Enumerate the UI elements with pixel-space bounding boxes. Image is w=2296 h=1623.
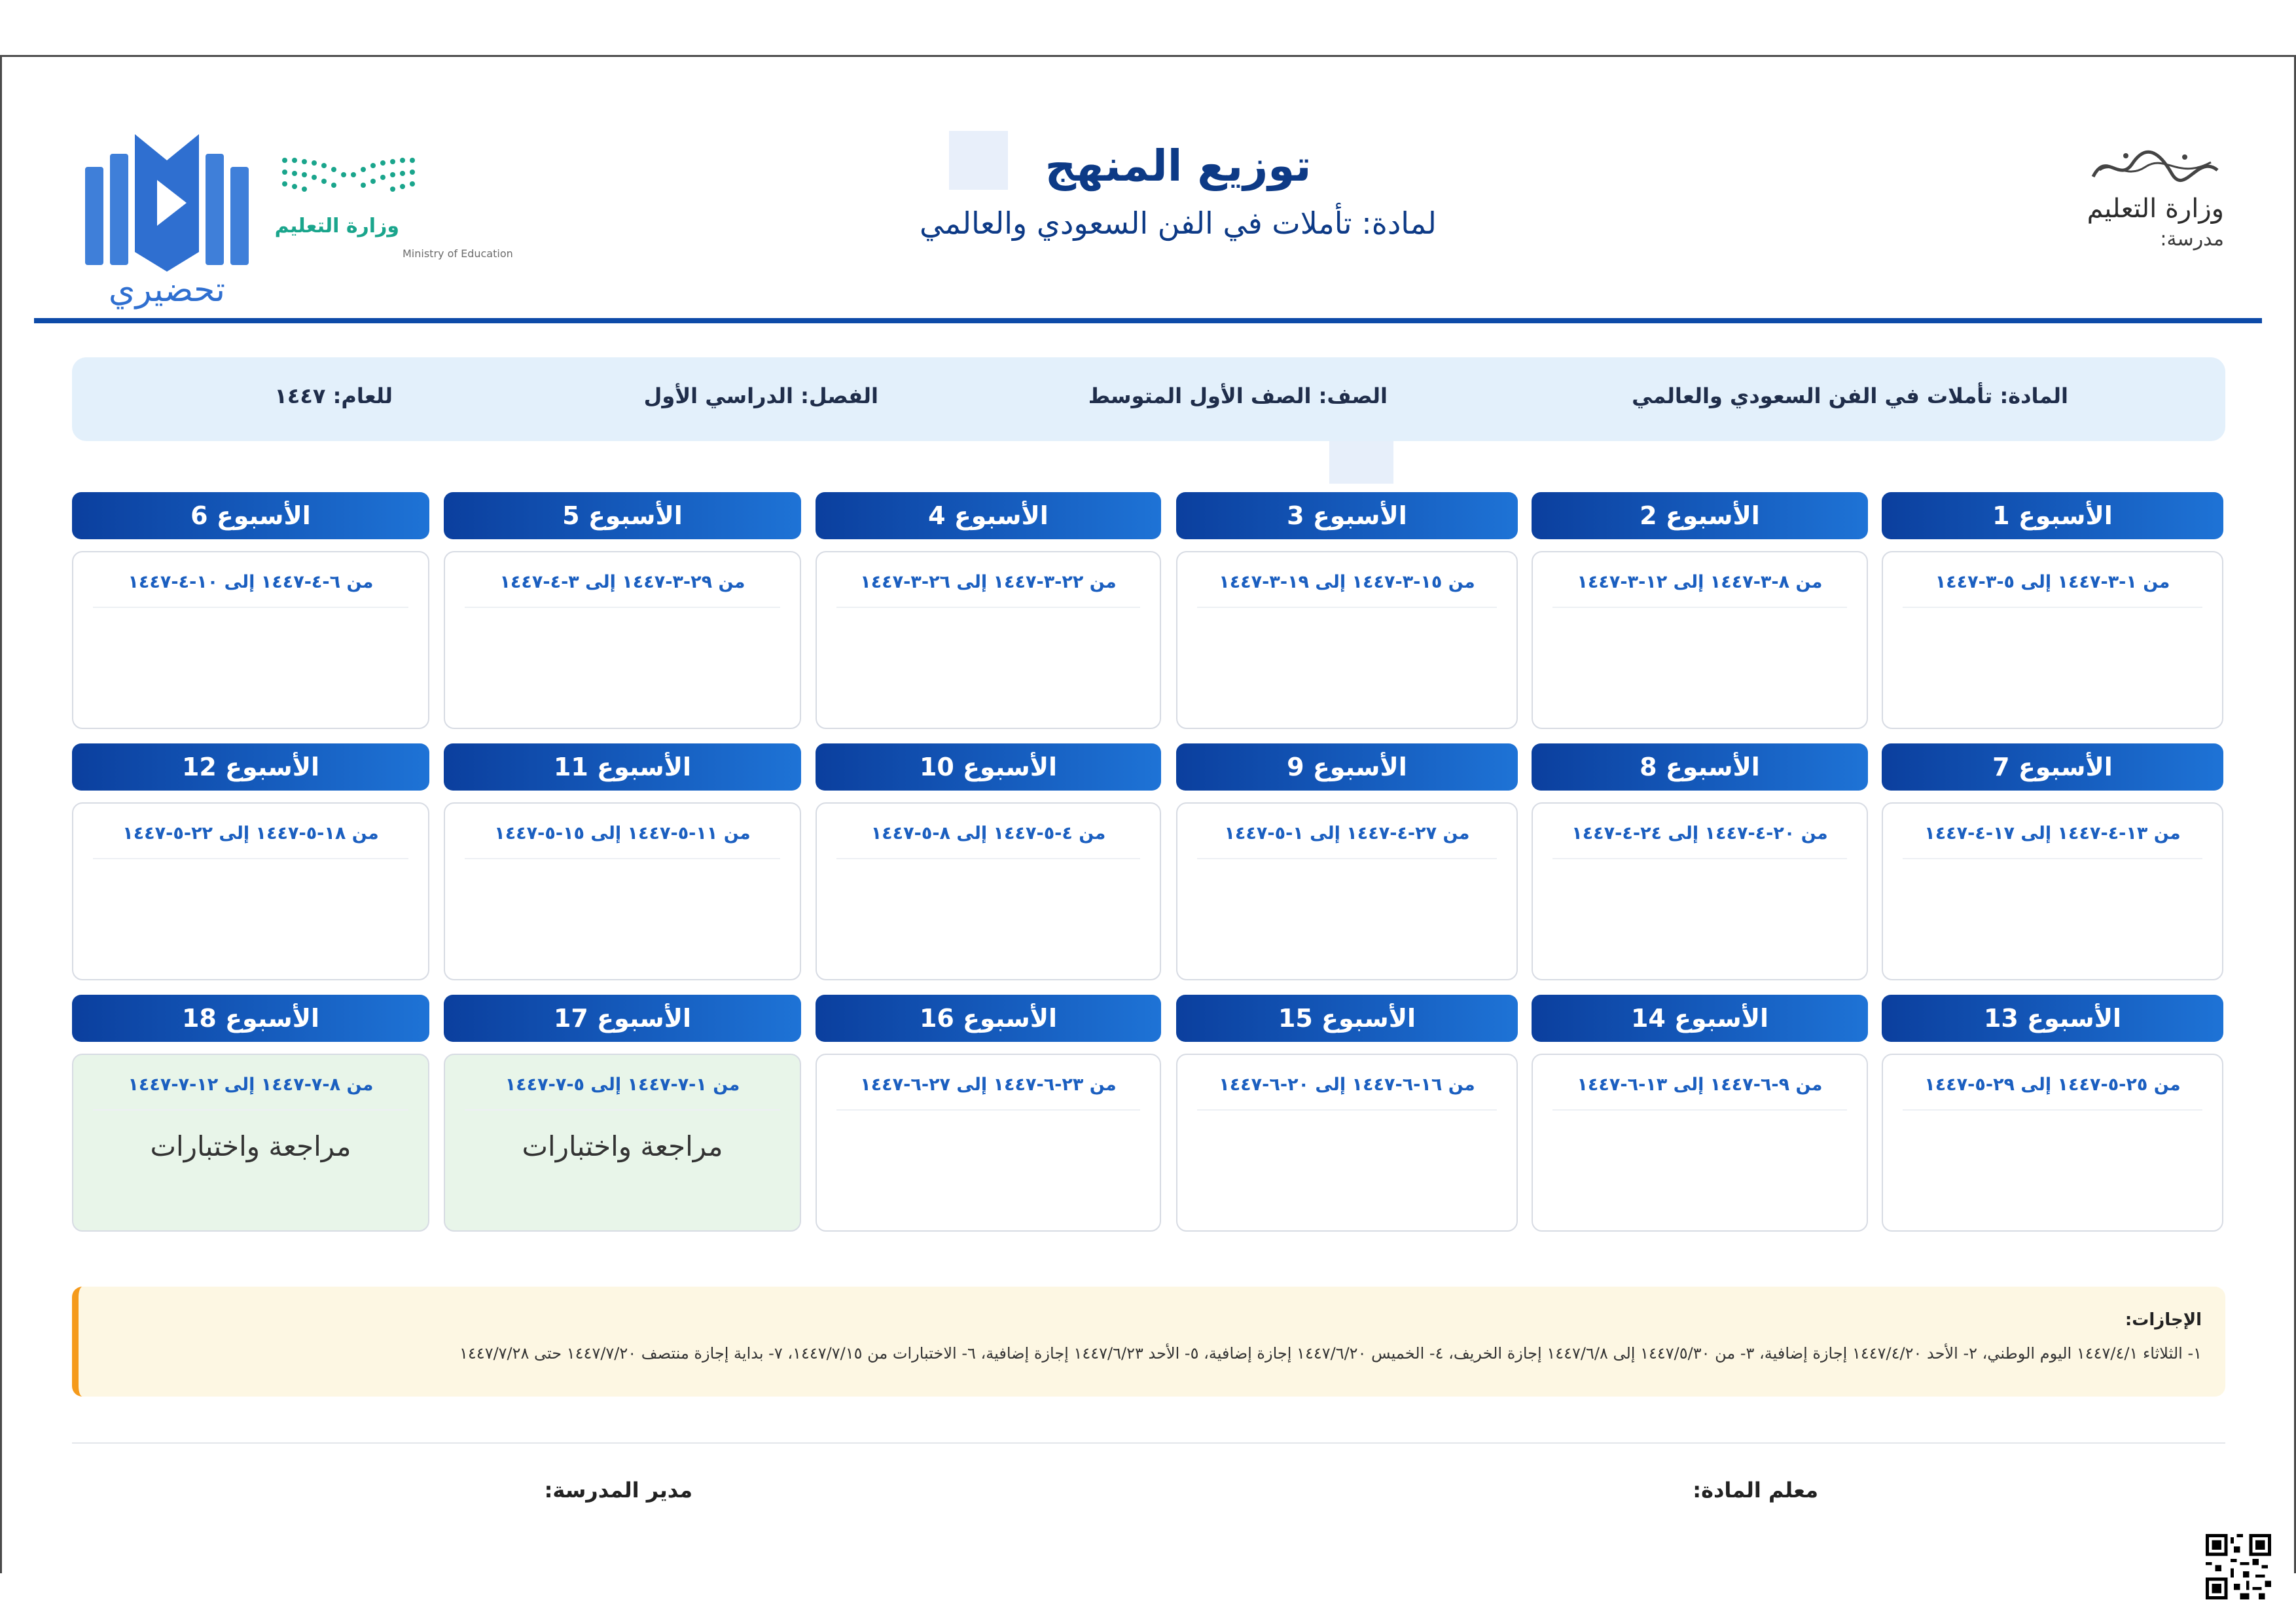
week-body	[72, 551, 429, 729]
week-card	[1176, 743, 1518, 980]
week-dates: من ٢٢-٣-١٤٤٧ إلى ٢٦-٣-١٤٤٧	[836, 552, 1140, 608]
week-card	[816, 743, 1161, 980]
moe-logo	[274, 141, 513, 272]
holidays-title: الإجازات:	[2125, 1310, 2202, 1330]
svg-text:تحضيري: تحضيري	[108, 270, 226, 310]
week-body	[72, 802, 429, 980]
week-title: الأسبوع 2	[1532, 492, 1868, 539]
week-dates: من ٤-٥-١٤٤٧ إلى ٨-٥-١٤٤٧	[836, 804, 1140, 859]
header-divider	[34, 318, 2262, 323]
week-title: الأسبوع 3	[1176, 492, 1518, 539]
week-body	[816, 1054, 1161, 1232]
week-title: الأسبوع 15	[1176, 995, 1518, 1042]
kingdom-calligraphy-logo	[2087, 144, 2224, 190]
week-dates: من ٢٠-٤-١٤٤٧ إلى ٢٤-٤-١٤٤٧	[1552, 804, 1847, 859]
qr-code-icon	[2206, 1534, 2271, 1599]
info-grade: الصف: الصف الأول المتوسط	[1088, 383, 1388, 408]
week-card	[1882, 995, 2223, 1232]
week-dates: من ١٦-٦-١٤٤٧ إلى ٢٠-٦-١٤٤٧	[1197, 1055, 1497, 1111]
holidays-box	[72, 1287, 2225, 1397]
week-note: مراجعة واختبارات	[522, 1130, 723, 1162]
week-card	[72, 492, 429, 729]
footer-divider	[72, 1442, 2225, 1444]
week-card	[1532, 492, 1868, 729]
week-dates: من ٢٧-٤-١٤٤٧ إلى ١-٥-١٤٤٧	[1197, 804, 1497, 859]
week-dates: من ١-٣-١٤٤٧ إلى ٥-٣-١٤٤٧	[1903, 552, 2202, 608]
week-dates: من ١٥-٣-١٤٤٧ إلى ١٩-٣-١٤٤٧	[1197, 552, 1497, 608]
header	[0, 79, 2296, 321]
week-dates: من ٨-٧-١٤٤٧ إلى ١٢-٧-١٤٤٧	[93, 1055, 408, 1111]
week-title: الأسبوع 12	[72, 743, 429, 791]
week-dates: من ١١-٥-١٤٤٧ إلى ١٥-٥-١٤٤٧	[465, 804, 780, 859]
week-body	[1176, 551, 1518, 729]
week-body	[444, 802, 801, 980]
week-title: الأسبوع 1	[1882, 492, 2223, 539]
week-card	[1882, 492, 2223, 729]
week-card	[72, 743, 429, 980]
svg-text:Ministry of Education: Ministry of Education	[403, 247, 513, 260]
week-title: الأسبوع 5	[444, 492, 801, 539]
week-dates: من ١٨-٥-١٤٤٧ إلى ٢٢-٥-١٤٤٧	[93, 804, 408, 859]
week-card	[1882, 743, 2223, 980]
week-body	[1532, 551, 1868, 729]
week-title: الأسبوع 7	[1882, 743, 2223, 791]
week-body	[444, 551, 801, 729]
week-title: الأسبوع 9	[1176, 743, 1518, 791]
week-body	[1532, 1054, 1868, 1232]
week-title: الأسبوع 8	[1532, 743, 1868, 791]
week-body	[1882, 1054, 2223, 1232]
week-dates: من ٢٥-٥-١٤٤٧ إلى ٢٩-٥-١٤٤٧	[1903, 1055, 2202, 1111]
week-body	[1532, 802, 1868, 980]
page-subtitle: لمادة: تأملات في الفن السعودي والعالمي	[920, 205, 1437, 241]
week-title: الأسبوع 10	[816, 743, 1161, 791]
watermark-icon	[942, 124, 1014, 196]
week-card	[444, 492, 801, 729]
tahdiri-logo	[72, 115, 262, 310]
week-card	[1532, 743, 1868, 980]
week-dates: من ٢٣-٦-١٤٤٧ إلى ٢٧-٦-١٤٤٧	[836, 1055, 1140, 1111]
ministry-name: وزارة التعليم	[2087, 194, 2224, 224]
week-body	[1176, 802, 1518, 980]
holidays-text: ١- الثلاثاء ١٤٤٧/٤/١ اليوم الوطني، ٢- الأحد ١٤٤٧/٤/٢٠ إجازة إضافية، ٣- من ١٤٤٧/٥/٣٠ إلى ١٤٤٧/٦/٨ إجازة الخريف، ٤- الخميس ١٤٤٧/٦/٢٠ إجازة إضافية، ٥- الأحد ١٤٤٧/٦/٢٣ إجازة إضافية، ٦- الاختبارات من ١٤٤٧/٧/١٥، ٧- بداية إجازة منتصف ١٤٤٧/٧/٢٠ حتى ١٤٤٧/٧/٢٨	[459, 1344, 2202, 1363]
week-dates: من ٢٩-٣-١٤٤٧ إلى ٣-٤-١٤٤٧	[465, 552, 780, 608]
week-title: الأسبوع 4	[816, 492, 1161, 539]
week-card	[816, 995, 1161, 1232]
week-title: الأسبوع 13	[1882, 995, 2223, 1042]
week-dates: من ٨-٣-١٤٤٧ إلى ١٢-٣-١٤٤٧	[1552, 552, 1847, 608]
info-term: الفصل: الدراسي الأول	[643, 383, 878, 408]
week-title: الأسبوع 11	[444, 743, 801, 791]
page-title: توزيع المنهج	[1045, 141, 1312, 191]
info-subject: المادة: تأملات في الفن السعودي والعالمي	[1632, 383, 2068, 408]
principal-signature-label: مدير المدرسة:	[544, 1478, 692, 1503]
week-dates: من ٩-٦-١٤٤٧ إلى ١٣-٦-١٤٤٧	[1552, 1055, 1847, 1111]
info-bar	[72, 357, 2225, 441]
week-body	[1882, 551, 2223, 729]
teacher-signature-label: معلم المادة:	[1693, 1478, 1818, 1503]
week-title: الأسبوع 16	[816, 995, 1161, 1042]
week-title: الأسبوع 6	[72, 492, 429, 539]
week-card	[816, 492, 1161, 729]
week-card	[72, 995, 429, 1232]
week-title: الأسبوع 18	[72, 995, 429, 1042]
week-body	[1176, 1054, 1518, 1232]
week-body	[1882, 802, 2223, 980]
week-card	[1176, 995, 1518, 1232]
week-body	[444, 1054, 801, 1232]
week-body	[816, 802, 1161, 980]
info-year: للعام: ١٤٤٧	[274, 383, 393, 408]
week-card	[1176, 492, 1518, 729]
week-note: مراجعة واختبارات	[150, 1130, 351, 1162]
week-card	[444, 995, 801, 1232]
week-dates: من ١-٧-١٤٤٧ إلى ٥-٧-١٤٤٧	[465, 1055, 780, 1111]
week-dates: من ٦-٤-١٤٤٧ إلى ١٠-٤-١٤٤٧	[93, 552, 408, 608]
week-card	[1532, 995, 1868, 1232]
ksa-ministry-block	[2087, 144, 2224, 251]
school-label: مدرسة:	[2160, 228, 2224, 251]
week-title: الأسبوع 17	[444, 995, 801, 1042]
week-dates: من ١٣-٤-١٤٤٧ إلى ١٧-٤-١٤٤٧	[1903, 804, 2202, 859]
week-card	[444, 743, 801, 980]
svg-text:وزارة التعليم: وزارة التعليم	[274, 215, 399, 238]
week-body	[72, 1054, 429, 1232]
week-title: الأسبوع 14	[1532, 995, 1868, 1042]
week-body	[816, 551, 1161, 729]
